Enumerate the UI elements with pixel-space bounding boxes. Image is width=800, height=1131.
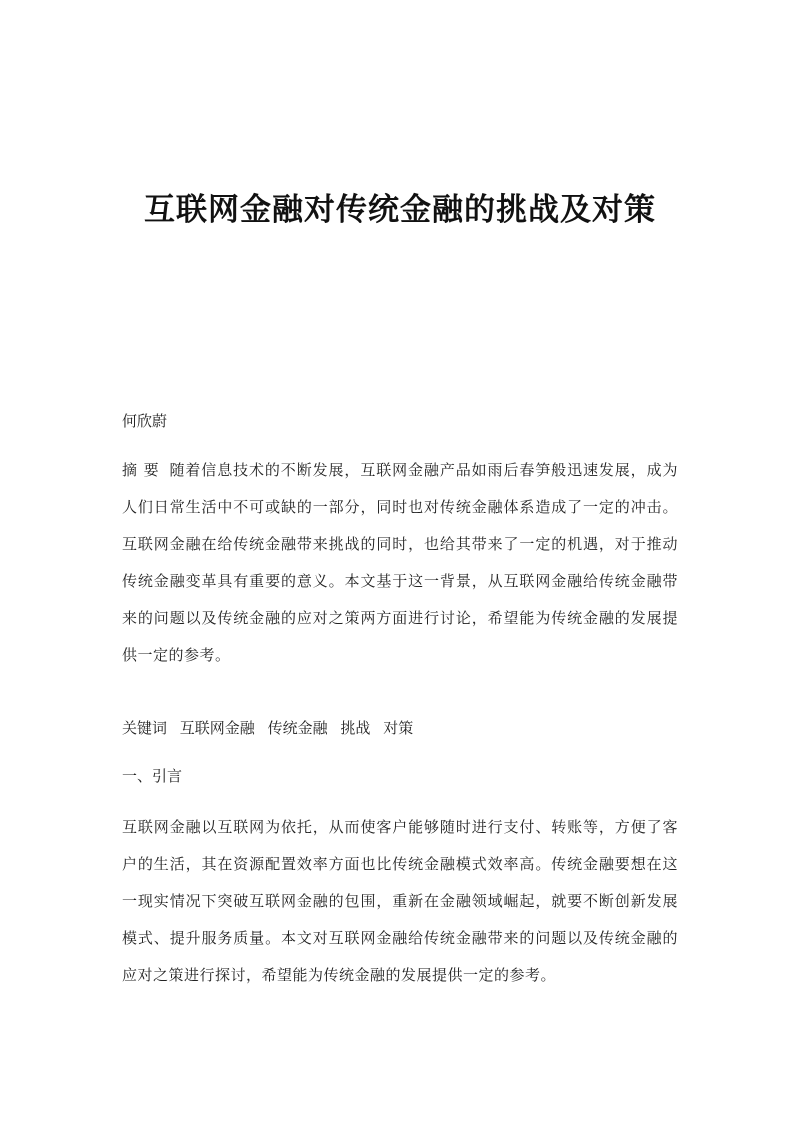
abstract-paragraph [122, 452, 678, 674]
keyword-item: 互联网金融 [179, 719, 255, 737]
author-name: 何欣蔚 [122, 412, 168, 430]
abstract-text: 随着信息技术的不断发展，互联网金融产品如雨后春笋般迅速发展，成为人们日常生活中不可或缺的一部分，同时也对传统金融体系造成了一定的冲击。互联网金融在给传统金融带来挑战的同时，也给其带来了一定的机遇，对于推动传统金融变革具有重要的意义。本文基于这一背景，从互联网金融给传统金融带来的问题以及传统金融的应对之策两方面进行讨论，希望能为传统金融的发展提供一定的参考。 [122, 461, 678, 664]
section-body-paragraph: 互联网金融以互联网为依托，从而使客户能够随时进行支付、转账等，方便了客户的生活，其在资源配置效率方面也比传统金融模式效率高。传统金融要想在这一现实情况下突破互联网金融的包围，重新在金融领域崛起，就要不断创新发展模式、提升服务质量。本文对互联网金融给传统金融带来的问题以及传统金融的应对之策进行探讨，希望能为传统金融的发展提供一定的参考。 [122, 818, 678, 984]
keyword-item: 传统金融 [267, 719, 328, 737]
section-heading: 一、引言 [122, 767, 183, 785]
keywords-line [122, 716, 421, 740]
document-title: 互联网金融对传统金融的挑战及对策 [144, 192, 656, 228]
abstract-label: 摘 要 [122, 461, 160, 479]
keyword-item: 对策 [383, 719, 414, 737]
keywords-label: 关键词 [122, 719, 168, 737]
keyword-item: 挑战 [340, 719, 371, 737]
